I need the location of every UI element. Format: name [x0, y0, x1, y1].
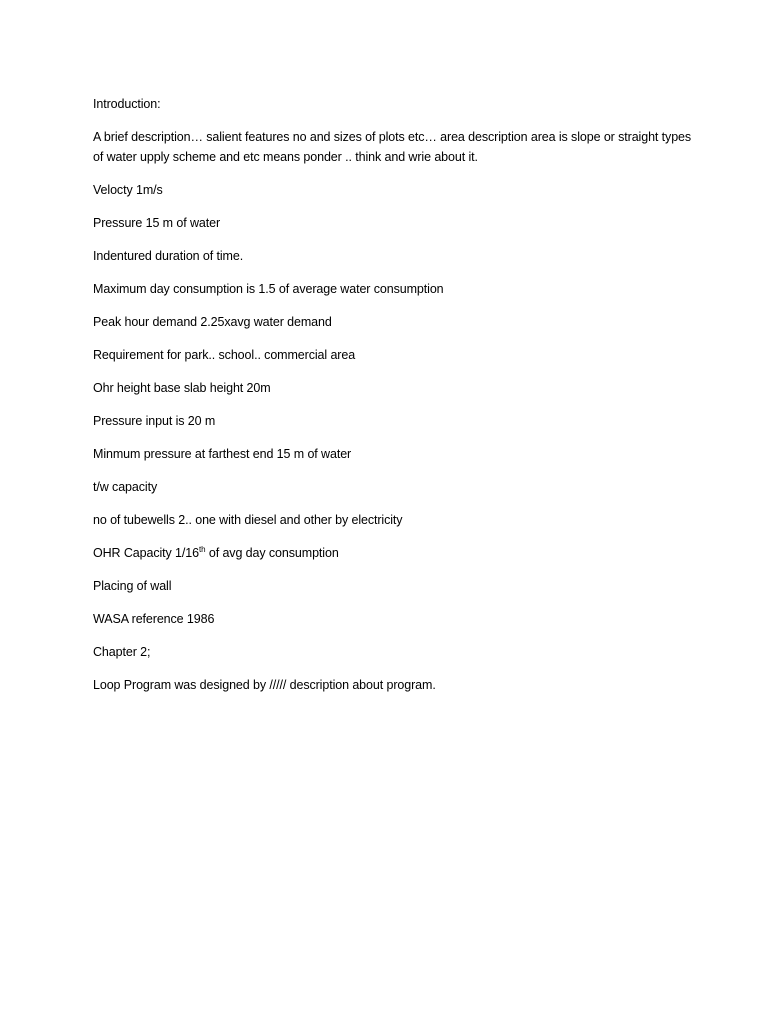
line-velocity: Velocty 1m/s: [93, 183, 163, 197]
line-pressure-input: Pressure input is 20 m: [93, 414, 216, 428]
line-loop-program: Loop Program was designed by ///// description about program.: [93, 678, 436, 692]
line-pressure: Pressure 15 m of water: [93, 216, 221, 230]
line-peak-hour-demand: Peak hour demand 2.25xavg water demand: [93, 315, 332, 329]
line-tubewells: no of tubewells 2.. one with diesel and other by electricity: [93, 513, 403, 527]
line-chapter-2: Chapter 2;: [93, 645, 151, 659]
line-ohr-height: Ohr height base slab height 20m: [93, 381, 271, 395]
ohr-capacity-prefix: OHR Capacity 1/16: [93, 546, 199, 560]
line-minimum-pressure: Minmum pressure at farthest end 15 m of water: [93, 447, 352, 461]
document-body: [93, 94, 693, 708]
intro-paragraph: A brief description… salient features no and sizes of plots etc… area description area is slope or straight types of water upply scheme and etc means ponder .. think and wrie about it.: [93, 130, 692, 164]
line-wasa-reference: WASA reference 1986: [93, 612, 215, 626]
heading-introduction: Introduction:: [93, 97, 161, 111]
ohr-capacity-suffix: of avg day consumption: [205, 546, 339, 560]
line-duration: Indentured duration of time.: [93, 249, 244, 263]
line-ohr-capacity: [93, 543, 693, 563]
line-max-day-consumption: Maximum day consumption is 1.5 of average water consumption: [93, 282, 444, 296]
line-placing-of-wall: Placing of wall: [93, 579, 172, 593]
line-requirement: Requirement for park.. school.. commercial area: [93, 348, 356, 362]
ohr-capacity-superscript: th: [199, 544, 206, 554]
line-tw-capacity: t/w capacity: [93, 480, 158, 494]
